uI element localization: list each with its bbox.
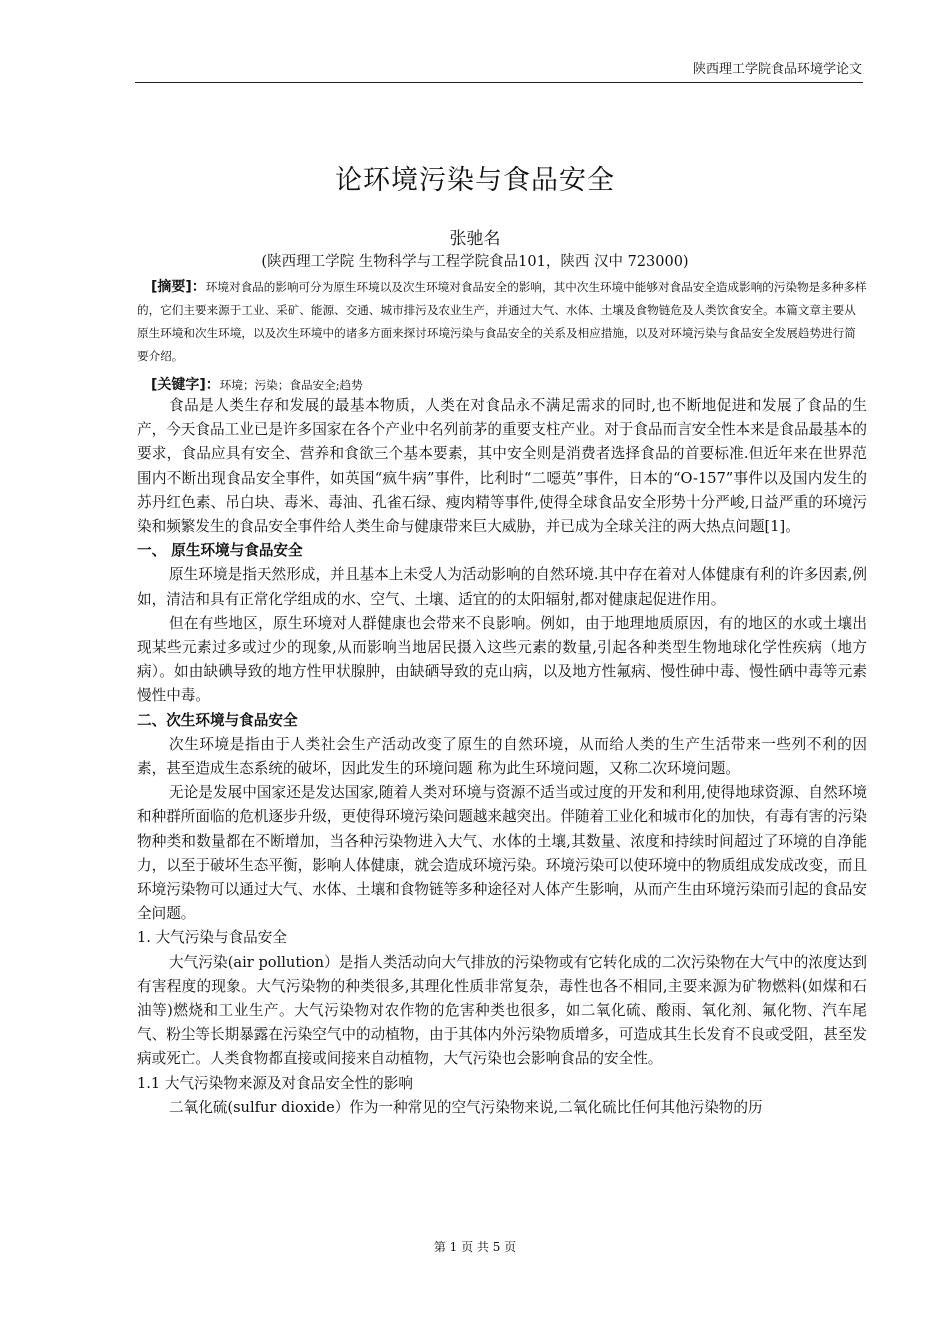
abstract-text: 环境对食品的影响可分为原生环境以及次生环境对食品安全的影响，其中次生环境中能够对食品安全造成影响的污染物是多种多样的，它们主要来源于工业、采矿、能源、交通、城市排污及农业生产，并通过大气、水体、土壤及食物链危及人类饮食安全。本篇文章主要从原生环境和次生环境，以及次生环境中的诸多方面来探讨环境污染与食品安全的关系及相应措施，以及对环境污染与食品安全发展趋势进行简要介绍。 xyxy=(137,280,867,363)
keywords-text: 环境；污染；食品安全;趋势 xyxy=(219,378,363,392)
keywords-block xyxy=(151,374,363,394)
sulfur-dioxide-paragraph: 二氧化硫(sulfur dioxide）作为一种常见的空气污染物来说,二氧化硫比任何其他污染物的历 xyxy=(169,1098,763,1116)
abstract-block xyxy=(137,276,867,368)
page-footer: 第 1 页 共 5 页 xyxy=(433,1240,517,1254)
subsection-heading-pollutant-sources: 1.1 大气污染物来源及对食品安全性的影响 xyxy=(137,1074,413,1092)
keywords-label: [关键字]： xyxy=(151,377,220,393)
section-heading-secondary-environment: 二、次生环境与食品安全 xyxy=(137,711,298,729)
body-text xyxy=(137,394,867,1120)
intro-paragraph: 食品是人类生存和发展的最基本物质，人类在对食品永不满足需求的同时,也不断地促进和发展了食品的生产，今天食品工业已是许多国家在各个产业中名列前茅的重要支柱产业。对于食品而言安全性本来是食品最基本的要求，食品应具有安全、营养和食欲三个基本要素，其中安全则是消费者选择食品的首要标准.但近年来在世界范围内不断出现食品安全事件，如英国“疯牛病”事件，比利时“二噁英”事件，日本的“O-157”事件以及国内发生的苏丹红色素、吊白块、毒米、毒油、孔雀石绿、瘦肉精等事件,使得全球食品安全形势十分严峻,日益严重的环境污染和频繁发生的食品安全事件给人类生命与健康带来巨大威胁，并已成为全球关注的两大热点问题[1]。 xyxy=(137,397,867,536)
section2-paragraph-1: 次生环境是指由于人类社会生产活动改变了原生的自然环境，从而给人类的生产生活带来一些列不利的因素，甚至造成生态系统的破坏，因此发生的环境问题 称为此生环境问题，又称二次环境问题。 xyxy=(137,735,867,778)
running-header: 陕西理工学院食品环境学论文 xyxy=(692,62,862,77)
section-heading-primary-environment: 一、 原生环境与食品安全 xyxy=(137,542,303,560)
abstract-label: [摘要]： xyxy=(151,279,206,295)
section1-paragraph-2: 但在有些地区，原生环境对人群健康也会带来不良影响。例如，由于地理地质原因，有的地区的水或土壤出现某些元素过多或过少的现象,从而影响当地居民摄入这些元素的数量,引起各种类型生物地球化学性疾病（地方病）。如由缺碘导致的地方性甲状腺肿，由缺硒导致的克山病，以及地方性氟病、慢性砷中毒、慢性硒中毒等元素慢性中毒。 xyxy=(137,614,867,705)
subsection-heading-air-pollution: 1. 大气污染与食品安全 xyxy=(137,929,287,947)
air-pollution-paragraph: 大气污染(air pollution）是指人类活动向大气排放的污染物或有它转化成的二次污染物在大气中的浓度达到有害程度的现象。大气污染物的种类很多,其理化性质非常复杂，毒性也各不相同,主要来源为矿物燃料(如煤和石油等)燃烧和工业生产。大气污染物对农作物的危害种类也很多，如二氧化硫、酸雨、氧化剂、氟化物、汽车尾气、粉尘等长期暴露在污染空气中的动植物，由于其体内外污染物质增多，可造成其生长发育不良或受阻，甚至发病或死亡。人类食物都直接或间接来自动植物，大气污染也会影响食品的安全性。 xyxy=(137,953,867,1068)
author-affiliation: (陕西理工学院 生物科学与工程学院食品101，陕西 汉中 723000) xyxy=(261,254,689,270)
paper-title: 论环境污染与食品安全 xyxy=(335,165,615,196)
header-rule xyxy=(135,82,863,83)
section2-paragraph-2: 无论是发展中国家还是发达国家,随着人类对环境与资源不适当或过度的开发和利用,使得地球资源、自然环境和种群所面临的危机逐步升级，更使得环境污染问题越来越突出。伴随着工业化和城市化的加快，有毒有害的污染物种类和数量都在不断增加，当各种污染物进入大气、水体的土壤,其数量、浓度和持续时间超过了环境的自净能力，以至于破坏生态平衡，影响人体健康，就会造成环境污染。环境污染可以使环境中的物质组成发成改变，而且环境污染物可以通过大气、水体、土壤和食物链等多种途径对人体产生影响，从而产生由环境污染而引起的食品安全问题。 xyxy=(137,784,867,923)
section1-paragraph-1: 原生环境是指天然形成，并且基本上未受人为活动影响的自然环境.其中存在着对人体健康有利的许多因素,例如，清洁和具有正常化学组成的水、空气、土壤、适宜的的太阳辐射,都对健康起促进作用。 xyxy=(137,566,867,608)
author-name: 张驰名 xyxy=(449,229,501,249)
